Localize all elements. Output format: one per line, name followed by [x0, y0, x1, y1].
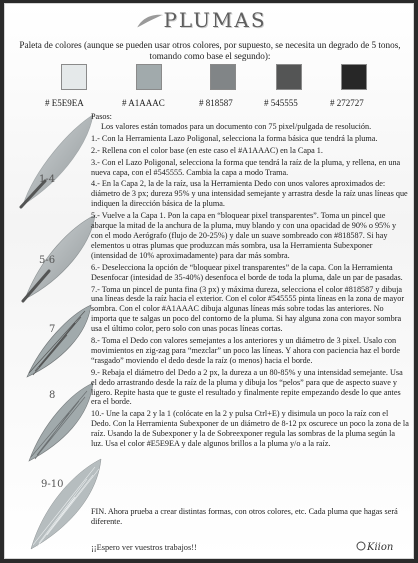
- step-text: 3.- Con el Lazo Poligonal, selecciona la forma que tendrá la raíz de la pluma, y rellena, en una nueva capa, con el #545555. Cambia la capa a modo Trama.: [91, 157, 401, 177]
- color-swatch: [341, 64, 367, 90]
- step-text: 10.- Une la capa 2 y la 1 (colócate en la 2 y pulsa Ctrl+E) y disimula un poco la raíz con el Dedo. Con la Herramienta Subexponer de un diámetro de 8-12 px oscurece un poco la zona de la raíz. Usando la de Subexponer y la de Sobreexponer regula las sombras de la pluma según la luz. Usa el color #E5E9EA y dale algunos brillos a la pluma y/o a la raíz.: [91, 409, 409, 449]
- color-swatch: [61, 64, 87, 90]
- swatch-label: # 818587: [199, 98, 233, 108]
- step-label: 5-6: [39, 255, 56, 266]
- step-text: 2.- Rellena con el color base (en este caso el #A1AAAC) en la Capa 1.: [91, 145, 323, 155]
- palette-intro-line: Paleta de colores (aunque se pueden usar otros colores, por supuesto, se necesita un degrado de 5 tonos,: [19, 40, 401, 50]
- feather-step-1-4: [21, 115, 93, 207]
- palette-intro: [11, 40, 409, 62]
- step-text: 6.- Deselecciona la opción de “bloquear pixel transparentes” de la capa. Con la Herramienta Desenfocar (intesidad de 35-40%) desenfoca el borde de toda la pluma, dale un par de pasadas.: [91, 262, 403, 282]
- resolution-note: Los valores están tomados para un documento con 75 pixel/pulgada de resolución.: [101, 121, 372, 131]
- color-swatch: [276, 64, 302, 90]
- feather-step-7: [27, 305, 91, 377]
- tutorial-sheet: [4, 3, 414, 559]
- feather-step-9-10: [31, 459, 101, 549]
- color-palette: [5, 64, 414, 110]
- step-text: 1.- Con la Herramienta Lazo Poligonal, selecciona la forma básica que tendrá la pluma.: [91, 133, 378, 143]
- feather-step-8: [29, 383, 93, 461]
- step-label: 9-10: [41, 479, 64, 490]
- swatch-label: # A1AAAC: [122, 98, 165, 108]
- step-text: 4.- En la Capa 2, la de la raíz, usa la Herramienta Dedo con unos valores aproximados de: diámetro de 3 px; dureza 95% y una intensidad semejante y arrastra desde la raíz unas líneas que indiquen la dirección básica de la pluma.: [91, 179, 408, 209]
- step-text: 7.- Toma un pincel de punta fina (3 px) y máxima dureza, selecciona el color #818587 y dibuja una líneas desde la raíz hacia el exterior. Con el color #545555 pinta líneas en la zona de mayor sombra. Con el color #A1AAAC dibuja algunas líneas más sobre todas las anteriores. No importa que te salgas un poco del contorno de la pluma. Si hay alguna zona con mayor sombra usa el último color, pero solo con unas pocas líneas cortas.: [91, 284, 405, 334]
- feather-step-5-6: [23, 215, 95, 301]
- swatch-label: # 272727: [330, 98, 364, 108]
- swatch-label: # 545555: [264, 98, 298, 108]
- step-label: 7: [49, 324, 56, 335]
- swatch-label: # E5E9EA: [45, 98, 84, 108]
- color-swatch: [210, 64, 236, 90]
- instructions-body: [91, 112, 409, 451]
- step-label: 8: [49, 390, 56, 401]
- author-signature: [355, 537, 405, 555]
- closing-text: FIN. Ahora prueba a crear distintas formas, con otros colores, etc. Cada pluma que hagas será diferente.: [91, 507, 398, 526]
- steps-heading: Pasos:: [91, 112, 112, 121]
- step-text: 9.- Rebaja el diámetro del Dedo a 2 px, la dureza a un 80-85% y una intensidad semejante. Usa el dedo arrastrando desde la raíz de la pluma y dibuja los “pelos” para que de aspecto suave y ligero. Repite hasta que te guste el resultado y finalmente repite empezando desde lo que antes era el borde.: [91, 367, 403, 407]
- svg-text:Kiion: Kiion: [367, 542, 394, 553]
- step-text: 8.- Toma el Dedo con valores semejantes a los anteriores y un diámetro de 3 pixel. Usalo con movimientos en zig-zag para “mezclar” un poco las líneas. Y ahora con paciencia haz el borde “rasgado” moviendo el dedo desde la raíz (o menos) hacia el borde.: [91, 336, 401, 365]
- step-text: 5.- Vuelve a la Capa 1. Pon la capa en “bloquear pixel transparentes”. Toma un pincel que abarque la mitad de la anchura de la pluma, muy blando y con una opacidad de 90% o 95% y con el modo Aerógrafo (flujo de 20-25%) y dale un suave sombreado con #818587. Si hay elementos u otras plumas que produzcan más sombra, usa la Herramienta Subexponer (intensidad de 10% aproximadamente) para dar más sombra.: [91, 211, 397, 260]
- step-label: 1-4: [39, 174, 56, 185]
- palette-intro-line: tomando como base el segundo):: [149, 51, 271, 61]
- page-title: PLUMAS: [163, 8, 267, 32]
- color-swatch: [136, 64, 162, 90]
- closing-exclamation: ¡¡Espero ver vuestros trabajos!!: [91, 543, 197, 552]
